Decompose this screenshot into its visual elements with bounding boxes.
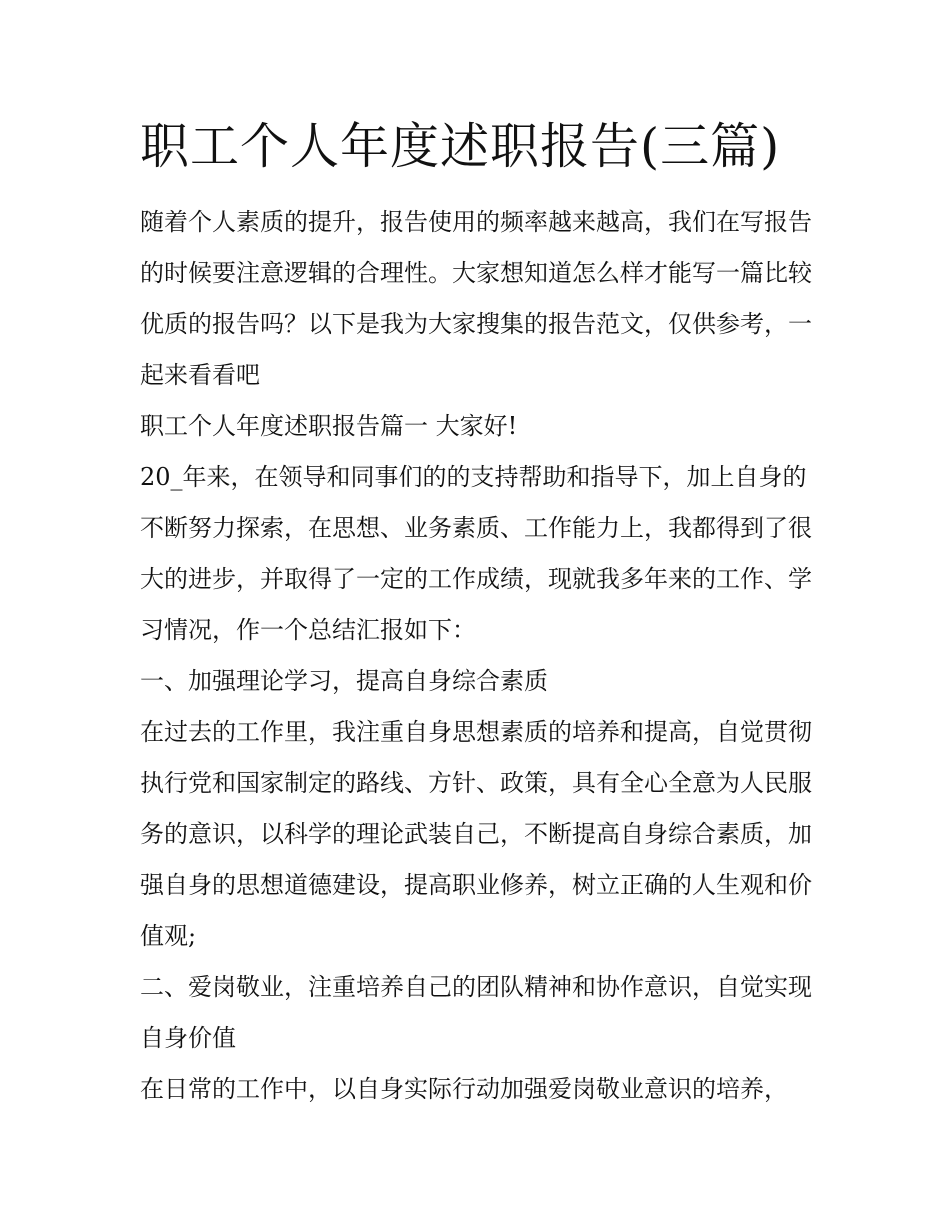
dedication-paragraph: 在日常的工作中，以自身实际行动加强爱岗敬业意识的培养， bbox=[140, 1075, 788, 1103]
document-title: 职工个人年度述职报告(三篇) bbox=[140, 118, 781, 175]
summary-paragraph: 20_年来，在领导和同事们的的支持帮助和指导下，加上自身的不断努力探索，在思想、业务素质、工作能力上，我都得到了很大的进步，并取得了一定的工作成绩，现就我多年来的工作、学习情况，作一个总结汇报如下： bbox=[140, 463, 812, 644]
document-body bbox=[140, 197, 814, 1115]
theory-study-paragraph: 在过去的工作里，我注重自身思想素质的培养和提高，自觉贯彻执行党和国家制定的路线、方针、政策，具有全心全意为人民服务的意识，以科学的理论武装自己，不断提高自身综合素质，加强自身的思想道德建设，提高职业修养，树立正确的人生观和价值观; bbox=[140, 718, 812, 950]
heading-dedication: 二、爱岗敬业，注重培养自己的团队精神和协作意识，自觉实现自身价值 bbox=[140, 973, 812, 1052]
intro-paragraph: 随着个人素质的提升，报告使用的频率越来越高，我们在写报告的时候要注意逻辑的合理性。大家想知道怎么样才能写一篇比较优质的报告吗？以下是我为大家搜集的报告范文，仅供参考，一起来看看吧 bbox=[140, 208, 812, 389]
heading-theory-study: 一、加强理论学习，提高自身综合素质 bbox=[140, 667, 548, 695]
section-heading-part-one: 职工个人年度述职报告篇一 大家好! bbox=[140, 412, 518, 440]
